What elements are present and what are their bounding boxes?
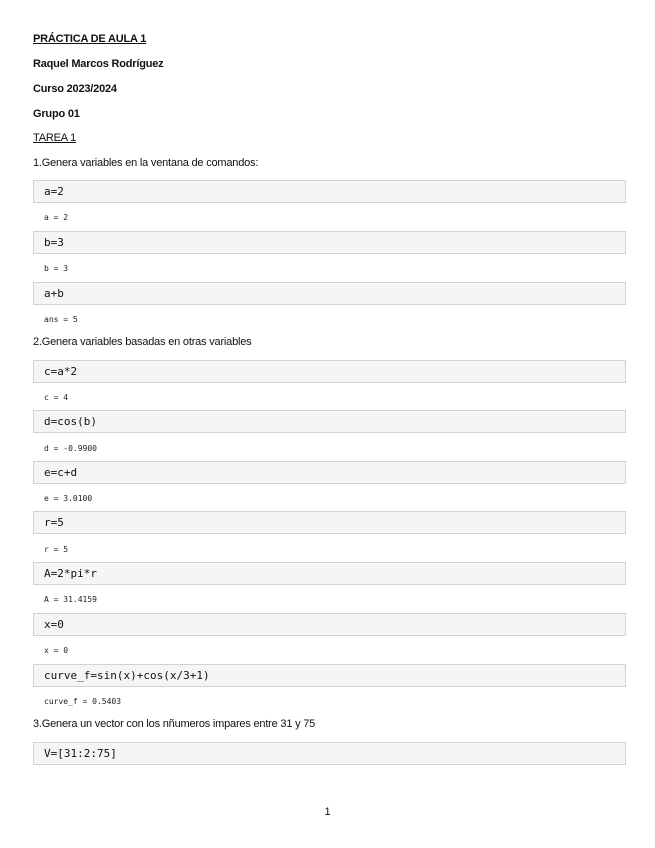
code-block-11: V=[31:2:75] — [33, 742, 626, 765]
output-3: ans = 5 — [44, 315, 78, 324]
section-1-heading: 1.Genera variables en la ventana de comandos: — [33, 157, 259, 169]
code-block-9: x=0 — [33, 613, 626, 636]
code-block-4: c=a*2 — [33, 360, 626, 383]
group-label: Grupo 01 — [33, 108, 80, 120]
code-block-6: e=c+d — [33, 461, 626, 484]
section-3-heading: 3.Genera un vector con los nñumeros impares entre 31 y 75 — [33, 718, 316, 730]
output-8: A = 31.4159 — [44, 595, 97, 604]
code-block-1: a=2 — [33, 180, 626, 203]
output-10: curve_f = 0.5403 — [44, 697, 122, 706]
output-5: d = -0.9900 — [44, 444, 97, 453]
output-9: x = 0 — [44, 646, 69, 655]
output-2: b = 3 — [44, 264, 69, 273]
output-6: e = 3.0100 — [44, 494, 93, 503]
code-block-8: A=2*pi*r — [33, 562, 626, 585]
code-block-3: a+b — [33, 282, 626, 305]
output-1: a = 2 — [44, 213, 69, 222]
code-block-5: d=cos(b) — [33, 410, 626, 433]
author-name: Raquel Marcos Rodríguez — [33, 58, 164, 70]
page-number: 1 — [324, 806, 331, 818]
document-title: PRÁCTICA DE AULA 1 — [33, 33, 147, 45]
output-7: r = 5 — [44, 545, 69, 554]
code-block-7: r=5 — [33, 511, 626, 534]
section-2-heading: 2.Genera variables basadas en otras variables — [33, 336, 252, 348]
code-block-2: b=3 — [33, 231, 626, 254]
course-label: Curso 2023/2024 — [33, 83, 117, 95]
task-heading: TAREA 1 — [33, 132, 77, 144]
code-block-10: curve_f=sin(x)+cos(x/3+1) — [33, 664, 626, 687]
output-4: c = 4 — [44, 393, 69, 402]
